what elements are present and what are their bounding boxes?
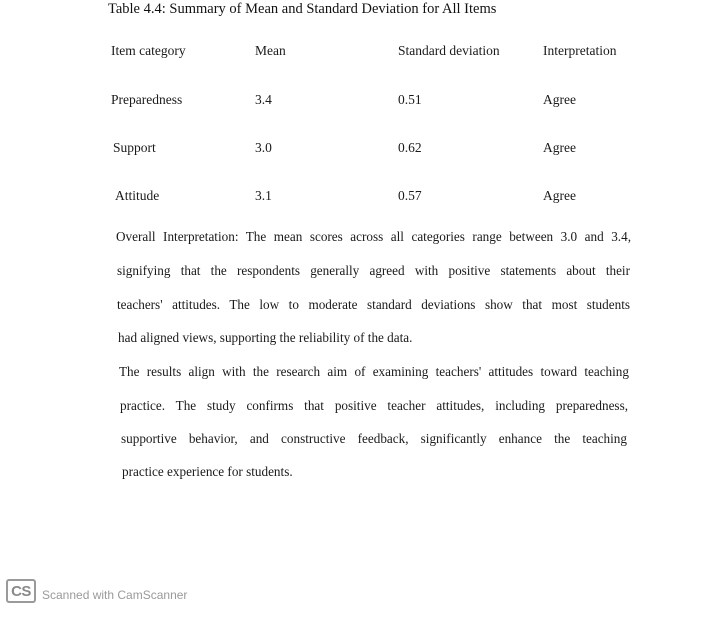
table-caption: Table 4.4: Summary of Mean and Standard Deviation for All Items [108, 1, 497, 17]
camscanner-logo-icon: CS [6, 579, 36, 603]
paragraph-line: had aligned views, supporting the reliability of the data. [118, 330, 413, 345]
row-support-category: Support [113, 140, 156, 155]
row-preparedness-category: Preparedness [111, 92, 183, 107]
row-preparedness-interpretation: Agree [543, 92, 576, 107]
row-attitude-interpretation: Agree [543, 188, 576, 203]
paragraph-line: Overall Interpretation: The mean scores across all categories range between 3.0 and 3.4, [116, 229, 631, 244]
paragraph-line: signifying that the respondents generally agreed with positive statements about their [117, 263, 630, 278]
paragraph-line: The results align with the research aim of examining teachers' attitudes toward teaching [119, 364, 629, 379]
camscanner-watermark [6, 579, 187, 603]
row-support-mean: 3.0 [255, 140, 272, 155]
row-preparedness-mean: 3.4 [255, 92, 272, 107]
row-support-sd: 0.62 [398, 140, 422, 155]
header-standard-deviation: Standard deviation [398, 43, 500, 58]
row-support-interpretation: Agree [543, 140, 576, 155]
row-attitude-mean: 3.1 [255, 188, 272, 203]
header-item-category: Item category [111, 43, 186, 58]
watermark-text: Scanned with CamScanner [42, 588, 188, 602]
row-preparedness-sd: 0.51 [398, 92, 422, 107]
paragraph-line: teachers' attitudes. The low to moderate standard deviations show that most students [117, 297, 630, 312]
header-mean: Mean [255, 43, 286, 58]
row-attitude-sd: 0.57 [398, 188, 422, 203]
paragraph-line: supportive behavior, and constructive feedback, significantly enhance the teaching [121, 431, 627, 446]
paragraph-line: practice. The study confirms that positive teacher attitudes, including preparedness, [120, 398, 628, 413]
row-attitude-category: Attitude [115, 188, 160, 203]
paragraph-line: practice experience for students. [122, 464, 293, 479]
header-interpretation: Interpretation [543, 43, 617, 58]
